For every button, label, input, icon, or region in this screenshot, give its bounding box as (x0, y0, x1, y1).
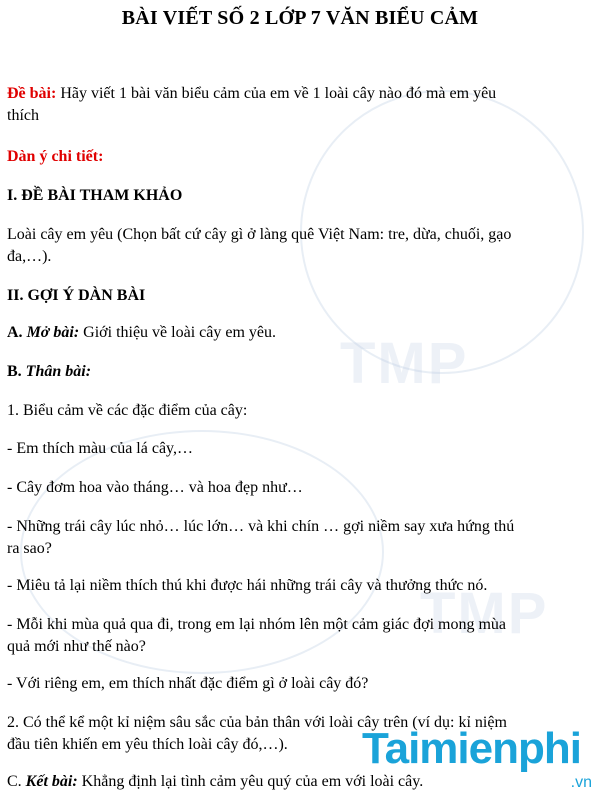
conclusion-text: Khẳng định lại tình cảm yêu quý của em với loài cây. (77, 773, 424, 790)
bullet-3-line-1: - Những trái cây lúc nhỏ… lúc lớn… và khi chín … gợi niềm say xưa hứng thú (7, 518, 515, 535)
prompt-line-2: thích (7, 107, 39, 124)
watermark-text-bottom: TMP (420, 581, 549, 646)
intro-line (7, 322, 593, 344)
section1-heading: I. ĐỀ BÀI THAM KHẢO (7, 187, 183, 204)
outline-heading: Dàn ý chi tiết: (7, 148, 104, 165)
conclusion-label: Kết bài: (25, 773, 78, 790)
bullet-5-line-2: quả mới như thế nào? (7, 638, 146, 655)
section2-heading: II. GỢI Ý DÀN BÀI (7, 287, 146, 304)
bullet-4: - Miêu tả lại niềm thích thú khi được hái những trái cây và thưởng thức nó. (7, 577, 488, 594)
body-prefix: B. (7, 363, 26, 380)
section1-line-1: Loài cây em yêu (Chọn bất cứ cây gì ở làng quê Việt Nam: tre, dừa, chuối, gạo (7, 226, 512, 243)
point-2-line-1: 2. Có thể kể một kỉ niệm sâu sắc của bản thân với loài cây trên (ví dụ: kỉ niệm (7, 714, 507, 731)
intro-text: Giới thiệu về loài cây em yêu. (79, 324, 276, 341)
prompt-text: Hãy viết 1 bài văn biểu cảm của em về 1 loài cây nào đó mà em yêu (56, 85, 497, 102)
page-title: BÀI VIẾT SỐ 2 LỚP 7 VĂN BIỂU CẢM (121, 7, 479, 29)
bullet-5-line-1: - Mỗi khi mùa quả qua đi, trong em lại nhóm lên một cảm giác đợi mong mùa (7, 616, 507, 633)
body-label: Thân bài: (25, 363, 92, 380)
intro-prefix: A. (7, 324, 27, 341)
bullet-2: - Cây đơm hoa vào tháng… và hoa đẹp như… (7, 479, 303, 496)
point-1: 1. Biểu cảm về các đặc điểm của cây: (7, 402, 248, 419)
logo-suffix: .vn (570, 774, 592, 791)
section1-line-2: đa,…). (7, 248, 52, 265)
point-2-line-2: đầu tiên khiến em yêu thích loài cây đó,…). (7, 736, 288, 753)
bullet-6: - Với riêng em, em thích nhất đặc điểm gì ở loài cây đó? (7, 675, 369, 692)
bullet-1: - Em thích màu của lá cây,… (7, 440, 193, 457)
body-line (7, 361, 593, 383)
bullet-3-line-2: ra sao? (7, 540, 52, 557)
conclusion-prefix: C. (7, 773, 26, 790)
prompt-label: Đề bài: (7, 85, 57, 102)
watermark-text-top: TMP (340, 331, 469, 396)
prompt-line-1 (7, 83, 593, 105)
intro-label: Mở bài: (26, 324, 80, 341)
logo-text: Taimienphi (362, 724, 581, 773)
site-logo (362, 724, 598, 794)
